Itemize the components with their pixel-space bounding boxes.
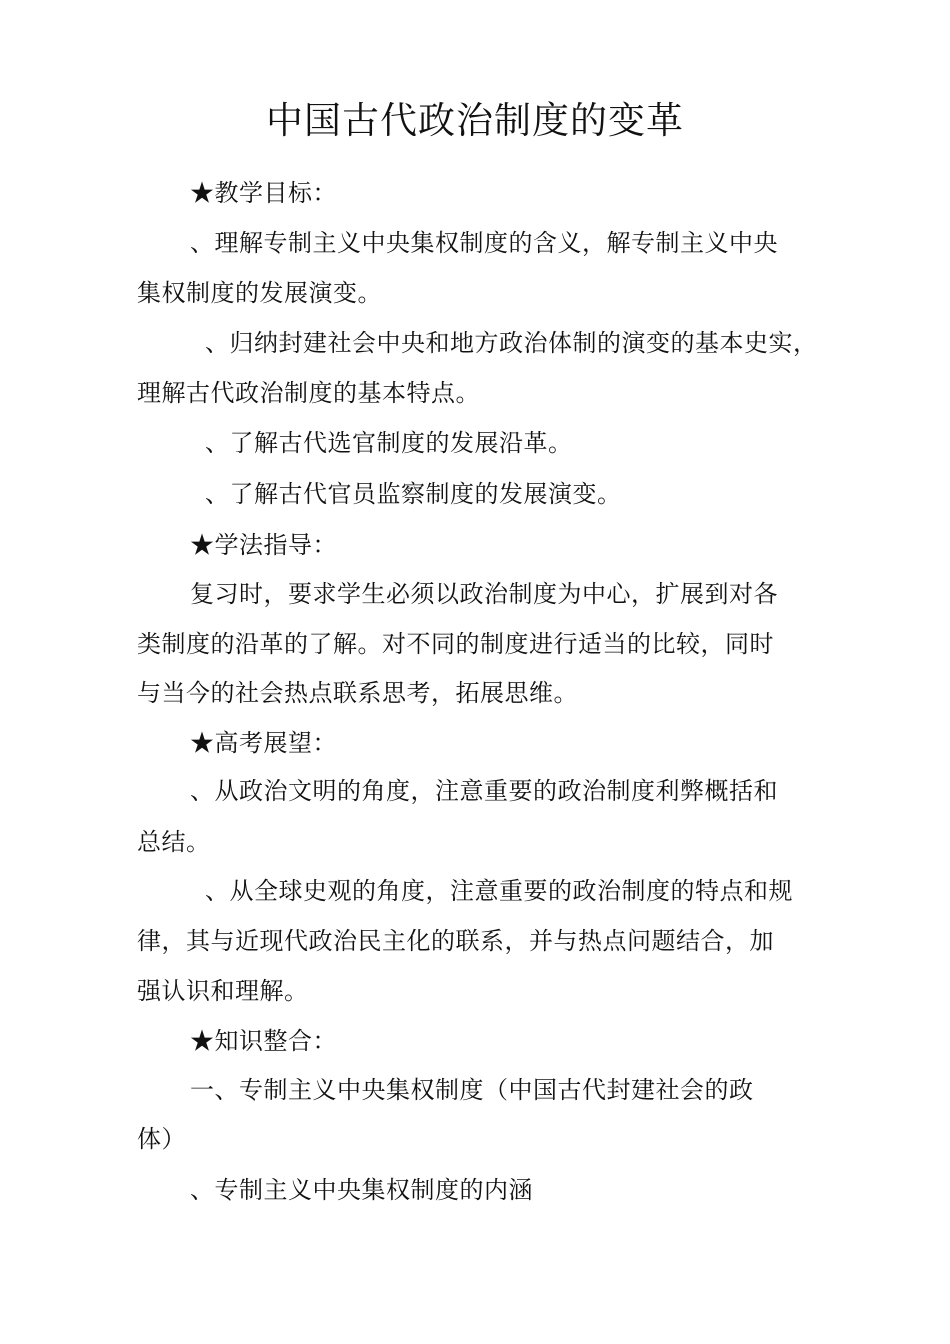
paragraph-line: 、了解古代选官制度的发展沿革。	[205, 429, 573, 457]
section-heading-study-method: ★学法指导：	[190, 531, 337, 559]
paragraph-line: 、专制主义中央集权制度的内涵	[190, 1176, 533, 1204]
paragraph-line: 体）	[137, 1125, 186, 1153]
paragraph-line: 、归纳封建社会中央和地方政治体制的演变的基本史实，	[205, 329, 818, 357]
paragraph-line: 类制度的沿革的了解。对不同的制度进行适当的比较，同时	[137, 630, 774, 658]
paragraph-line: 强认识和理解。	[137, 977, 309, 1005]
section-heading-teaching-goals: ★教学目标：	[190, 179, 337, 207]
document-title: 中国古代政治制度的变革	[266, 99, 684, 142]
section-heading-knowledge-integration: ★知识整合：	[190, 1027, 337, 1055]
paragraph-line: 律，其与近现代政治民主化的联系，并与热点问题结合，加	[137, 927, 774, 955]
paragraph-line: 、理解专制主义中央集权制度的含义，解专制主义中央	[190, 229, 778, 257]
paragraph-line: 理解古代政治制度的基本特点。	[137, 379, 480, 407]
paragraph-line: 、从全球史观的角度，注意重要的政治制度的特点和规	[205, 877, 793, 905]
section-heading-exam-outlook: ★高考展望：	[190, 729, 337, 757]
paragraph-line: 与当今的社会热点联系思考，拓展思维。	[137, 679, 578, 707]
paragraph-line: 复习时，要求学生必须以政治制度为中心，扩展到对各	[190, 580, 778, 608]
paragraph-line: 总结。	[137, 828, 211, 856]
paragraph-line: 、了解古代官员监察制度的发展演变。	[205, 480, 622, 508]
paragraph-line: 、从政治文明的角度，注意重要的政治制度利弊概括和	[190, 777, 778, 805]
paragraph-line: 集权制度的发展演变。	[137, 279, 382, 307]
paragraph-line: 一、专制主义中央集权制度（中国古代封建社会的政	[190, 1076, 754, 1104]
